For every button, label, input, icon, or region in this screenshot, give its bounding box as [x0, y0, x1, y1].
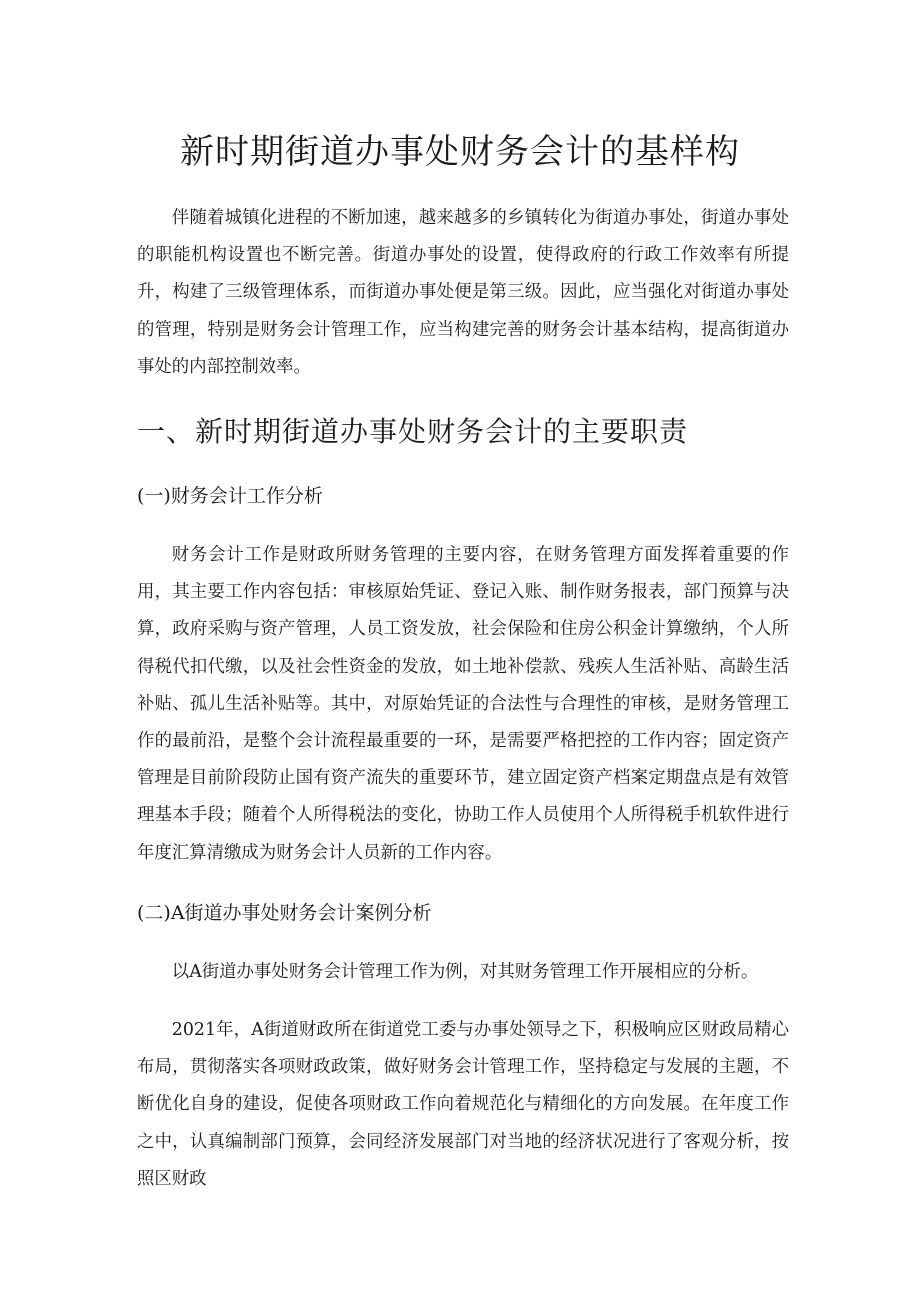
subsection-heading-2: (二)A街道办事处财务会计案例分析: [137, 902, 432, 924]
section-heading: 一、新时期街道办事处财务会计的主要职责: [137, 415, 689, 448]
document-title: 新时期街道办事处财务会计的基样构: [180, 132, 740, 172]
subsection-2-paragraph-1: 以A街道办事处财务会计管理工作为例，对其财务管理工作开展相应的分析。: [171, 962, 759, 982]
subsection-heading-1: (一)财务会计工作分析: [137, 485, 323, 507]
subsection-1-paragraph: 财务会计工作是财政所财务管理的主要内容，在财务管理方面发挥着重要的作用，其主要工作内容包括：审核原始凭证、登记入账、制作财务报表，部门预算与决算，政府采购与资产管理，人员工资发放，社会保险和住房公积金计算缴纳，个人所得税代扣代缴，以及社会性资金的发放，如土地补偿款、残疾人生活补贴、高龄生活补贴、孤儿生活补贴等。其中，对原始凭证的合法性与合理性的审核，是财务管理工作的最前沿，是整个会计流程最重要的一环，是需要严格把控的工作内容；固定资产管理是目前阶段防止国有资产流失的重要环节，建立固定资产档案定期盘点是有效管理基本手段；随着个人所得税法的变化，协助工作人员使用个人所得税手机软件进行年度汇算清缴成为财务会计人员新的工作内容。: [137, 545, 789, 863]
subsection-2-paragraph-2: 2021年，A街道财政所在街道党工委与办事处领导之下，积极响应区财政局精心布局，贯彻落实各项财政政策，做好财务会计管理工作，坚持稳定与发展的主题，不断优化自身的建设，促使各项财政工作向着规范化与精细化的方向发展。在年度工作之中，认真编制部门预算，会同经济发展部门对当地的经济状况进行了客观分析，按照区财政: [137, 1020, 789, 1189]
intro-paragraph: 伴随着城镇化进程的不断加速，越来越多的乡镇转化为街道办事处，街道办事处的职能机构设置也不断完善。街道办事处的设置，使得政府的行政工作效率有所提升，构建了三级管理体系，而街道办事处便是第三级。因此，应当强化对街道办事处的管理，特别是财务会计管理工作，应当构建完善的财务会计基本结构，提高街道办事处的内部控制效率。: [137, 208, 789, 377]
